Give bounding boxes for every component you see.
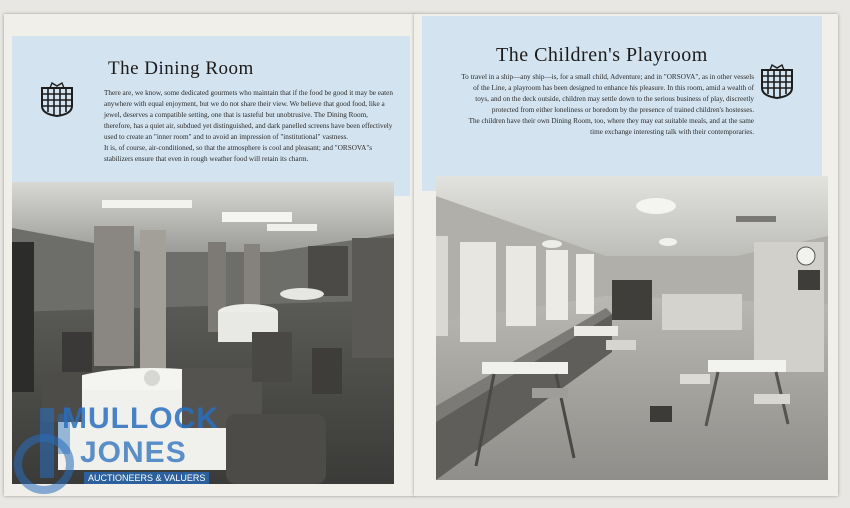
right-page (414, 14, 838, 496)
watermark (14, 398, 244, 508)
page-title: The Dining Room (108, 58, 254, 79)
paragraph: It is, of course, air-conditioned, so that the atmosphere is cool and pleasant; and "ORSOVA"s stabilizers ensure that even in rough weather food will retain its charm. (104, 144, 373, 163)
portcullis-crest-icon (758, 62, 796, 100)
page-body-text (104, 88, 394, 165)
watermark-line1: MULLOCK (62, 402, 219, 435)
watermark-line3: AUCTIONEERS & VALUERS (84, 472, 209, 484)
portcullis-crest-icon (38, 80, 76, 118)
watermark-line2: JONES (80, 436, 187, 469)
paragraph: There are, we know, some dedicated gourmets who maintain that if the food be good it may be eaten anywhere with equal enjoyment, but we do not share their view. We believe that good food, like a jewel, deserves a compatible setting, one that is tasteful but unobtrusive. The Dining Room, therefore, has a quiet air, subdued yet distinguished, and dark panelled screens have been effectively used to create an "inner room" and to avoid an impression of "institutional" vastness. (104, 89, 393, 141)
paragraph: The children have their own Dining Room, too, where they may eat suitable meals, and at the same time exchange interesting talk with their contemporaries. (468, 117, 754, 136)
page-body-text (458, 72, 754, 138)
playroom-photo (436, 176, 828, 480)
booklet-spread (4, 14, 838, 496)
page-title: The Children's Playroom (496, 44, 708, 66)
paragraph: To travel in a ship—any ship—is, for a small child, Adventure; and in "ORSOVA", as in other vessels of the Line, a playroom has been designed to enhance his pleasure. In this room, amid a wealth of toys, and on the deck outside, children may settle down to the serious business of play, discreetly protected from either loneliness or boredom by the presence of trained children's hostesses. (461, 73, 754, 114)
